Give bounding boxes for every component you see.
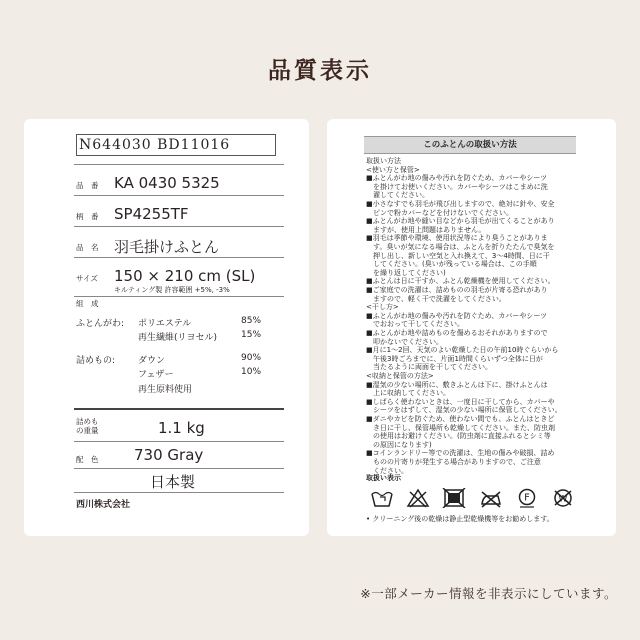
care-instruction-line: ものの片寄りが発生する場合がありますので、ご注意	[366, 458, 541, 466]
care-instruction-line: 叩かないでください。	[366, 337, 443, 346]
filling-item-pct: 90%	[241, 353, 262, 363]
care-instruction-line: ■ふとんがわ地の傷みや汚れを防ぐため、カバーやシーツ	[366, 174, 548, 183]
care-instruction-line: ■ふとんがわ地の傷みや汚れを防ぐため、カバーやシーツ	[366, 311, 548, 320]
divider	[74, 296, 284, 297]
care-instruction-line: ■小さなすでも羽毛が飛び出しますので、絶対に針や、安全	[366, 200, 555, 208]
divider	[74, 492, 284, 493]
product-number: KA 0430 5325	[114, 174, 220, 192]
care-instruction-line: ■月に1～2回、天気のよい乾燥した日の午前10時ぐらいから	[366, 346, 559, 355]
care-symbols	[370, 486, 575, 510]
row-label: 品 名	[76, 243, 99, 252]
divider	[74, 257, 284, 258]
care-instruction-line: ■コインランドリー等での洗濯は、生地の傷みや破損、詰め	[366, 449, 555, 458]
care-instruction-line: ますが、使用上問題はありません。	[366, 225, 486, 234]
care-instruction-line: <収納と保管の方法>	[366, 372, 434, 380]
row-label: サイズ	[76, 274, 98, 283]
care-instruction-line: ピンで粉カバーなどを付けないでください。	[366, 208, 513, 217]
care-instruction-line: き日に干し、保管場所も乾燥してください。また、防虫剤	[366, 423, 555, 432]
divider	[74, 441, 284, 442]
pattern-number: SP4255TF	[114, 205, 189, 223]
divider	[74, 226, 284, 227]
no-bleach-icon	[406, 488, 430, 508]
quilting-note: キルティング製 許容範囲 +5%, -3%	[114, 286, 230, 294]
divider	[74, 195, 284, 196]
filling-item-name: フェザー	[138, 370, 174, 380]
outer-item-pct: 85%	[241, 316, 262, 326]
care-instruction-line: 上に収納してください。	[366, 389, 450, 398]
company-name: 西川株式会社	[76, 500, 131, 510]
filling-note: 再生原料使用	[138, 385, 193, 395]
care-instruction-line: ください。	[366, 466, 408, 475]
care-instruction-line: を繰り返してください)	[366, 268, 446, 277]
product-name: 羽毛掛けふとん	[114, 238, 220, 256]
bottom-note: • クリーニング後の乾燥は静止型乾燥機等をお勧めします。	[366, 515, 554, 523]
care-instruction-line: の原因になります)	[366, 440, 432, 449]
dry-clean-f-icon	[515, 488, 539, 508]
svg-text:F: F	[523, 492, 530, 504]
no-iron-icon	[479, 488, 503, 508]
no-tumble-dry-icon	[442, 488, 466, 508]
care-instruction-line: 濯してください。	[366, 191, 429, 200]
care-instruction-line: 押し出し、新しい空気と入れ換えて、3～4時間、日に干	[366, 251, 550, 260]
no-wet-clean-icon	[551, 488, 575, 508]
filling-item-pct: 10%	[241, 367, 262, 377]
care-instruction-line: <使い方と保管>	[366, 165, 420, 174]
care-instruction-line: シーツをはずして、湿気の少ない場所に保管してください。	[366, 406, 562, 415]
divider	[74, 164, 284, 165]
care-instruction-line: ■ご家庭での洗濯は、詰めものの羽毛が片寄る恐れがあり	[366, 286, 548, 294]
care-header: このふとんの取扱い方法	[364, 136, 576, 154]
care-instruction-line: ■湿気の少ない場所に、敷きふとんは下に、掛けふとんは	[366, 380, 548, 389]
outer-item-pct: 15%	[241, 330, 262, 340]
care-instruction-line: ■しばらく使わないときは、一度日に干してから、カバーや	[366, 397, 555, 406]
care-instruction-line: ■ふとんがわ地や縫い目などから羽毛が出てくることがあり	[366, 217, 555, 226]
hand-wash-icon	[370, 488, 394, 508]
care-instruction-line: 取扱い方法	[366, 157, 401, 165]
color-value: 730 Gray	[134, 446, 204, 464]
bottom-note-text: クリーニング後の乾燥は静止型乾燥機等をお勧めします。	[372, 515, 554, 523]
care-instruction-line: ますので、軽く干で洗濯をしてください。	[366, 294, 506, 303]
outer-item-name: ポリエステル	[138, 319, 192, 329]
page-title: 品質表示	[268, 58, 372, 84]
care-instruction-line: の使用はお避けください。(防虫剤に直接ふれるとシミ等	[366, 432, 551, 441]
care-instruction-line: 当たるように両面を干してください。	[366, 363, 492, 372]
row-label: 品 番	[76, 181, 99, 190]
care-instruction-line: してください。(臭いが残っている場合は、この手順	[366, 260, 537, 269]
divider	[74, 468, 284, 469]
svg-text:W: W	[558, 494, 568, 505]
care-tag	[344, 119, 574, 536]
care-instruction-line: でおおって干してください。	[366, 320, 464, 329]
care-instruction-line: す。臭いが気になる場合は、ふとんを折りたたんで臭気を	[366, 243, 555, 251]
row-label: 柄 番	[76, 212, 99, 221]
product-code: N644030 BD11016	[76, 134, 276, 156]
quality-tag	[50, 128, 294, 518]
outer-label: ふとんがわ:	[76, 319, 125, 329]
filling-label: 詰めもの:	[76, 356, 116, 366]
product-size: 150 × 210 cm (SL)	[114, 267, 256, 285]
symbols-label: 取扱い表示	[366, 474, 401, 482]
weight-value: 1.1 kg	[158, 419, 205, 437]
care-instruction-line: <干し方>	[366, 303, 399, 312]
care-instruction-line: ■ふとんは日に干すか、ふとん乾燥機を使用してください。	[366, 277, 555, 286]
care-instruction-line: ■羽毛は季節や環境、使用状況等により臭うことがありま	[366, 234, 548, 243]
composition-label: 組 成	[76, 299, 99, 308]
care-instruction-line: を掛けてお使いください。カバーやシーツはこまめに洗	[366, 182, 548, 191]
divider	[74, 408, 284, 410]
weight-label: 詰めもの重量	[76, 417, 99, 435]
care-instruction-line: 午後3時ごろまでに、片面1時間くらいずつ全体に日が	[366, 354, 543, 363]
filling-item-name: ダウン	[138, 356, 166, 366]
footnote: ※一部メーカー情報を非表示にしています。	[360, 586, 617, 601]
outer-item-name: 再生繊維(リヨセル)	[138, 333, 218, 343]
color-label: 配 色	[76, 455, 99, 464]
origin: 日本製	[150, 473, 196, 491]
care-instruction-line: ■ダニやカビを防ぐため、使わない間でも、ふとんはときど	[366, 415, 555, 423]
care-instruction-line: ■ふとんがわ地や詰めものを傷めるおそれがありますので	[366, 329, 548, 337]
